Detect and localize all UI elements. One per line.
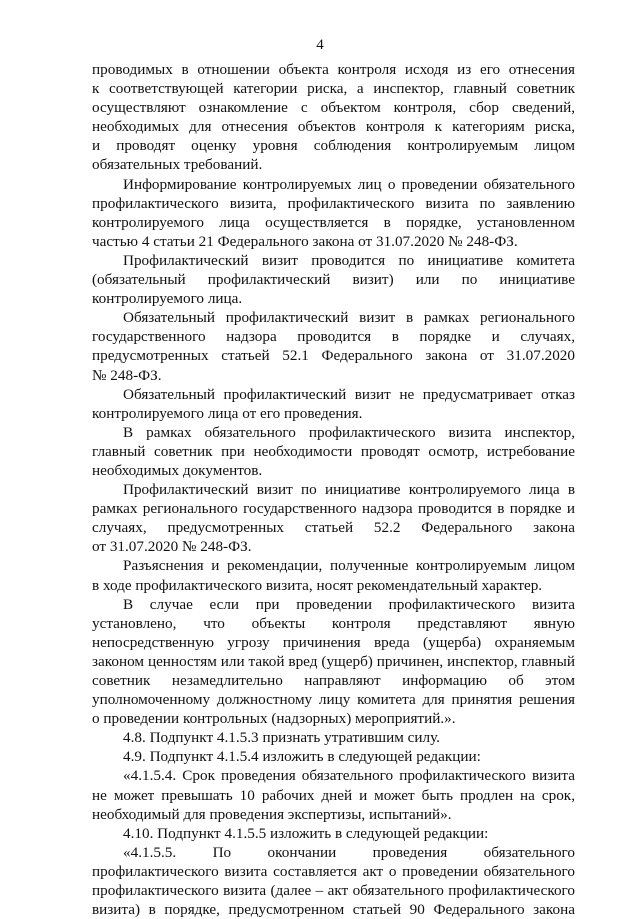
text-line: профилактического визита (далее – акт обязательного профилактического (92, 882, 575, 900)
text-line: проводимых в отношении объекта контроля исходя из его отнесения (92, 61, 575, 78)
text-line: рамках регионального государственного надзора проводится в порядке и (92, 500, 575, 518)
text-line: частью 4 статьи 21 Федерального закона от 31.07.2020 № 248-ФЗ. (92, 232, 518, 250)
text-line: уполномоченному должностному лицу комитета для принятия решения (92, 691, 575, 709)
text-line: контролируемого лица от его проведения. (92, 404, 363, 422)
text-line: контролируемого лица осуществляется в порядке, установленном (92, 213, 575, 231)
text-line: Информирование контролируемых лиц о проведении обязательного (123, 175, 575, 193)
text-line: «4.1.5.4. Срок проведения обязательного профилактического визита (123, 767, 575, 785)
text-line: профилактического визита составляется акт о проведении обязательного (92, 862, 575, 880)
text-line: от 31.07.2020 № 248-ФЗ. (92, 538, 252, 556)
text-line: профилактического визита, профилактического визита по заявлению (92, 194, 575, 212)
text-line: Разъяснения и рекомендации, полученные контролируемым лицом (123, 557, 575, 575)
text-line: государственного надзора проводится в порядке и случаях, (92, 328, 575, 346)
text-line: визита) в порядке, предусмотренном статьей 90 Федерального закона (92, 901, 575, 919)
text-line: непосредственную угрозу причинения вреда (ущерба) охраняемым (92, 633, 575, 651)
text-line: «4.1.5.5. По окончании проведения обязательного (123, 843, 575, 861)
text-line: Обязательный профилактический визит не предусматривает отказ (123, 385, 575, 403)
text-line: главный советник при необходимости проводят осмотр, истребование (92, 442, 575, 460)
text-line: (обязательный профилактический визит) или по инициативе (92, 271, 575, 289)
page-number: 4 (316, 37, 324, 53)
text-line: Профилактический визит проводится по инициативе комитета (123, 251, 575, 269)
text-line: о проведении контрольных (надзорных) мероприятий.». (92, 710, 456, 728)
text-line: законом ценностям или такой вред (ущерб) причинен, инспектор, главный (92, 652, 575, 670)
text-line: необходимых документов. (92, 461, 263, 479)
text-line: Обязательный профилактический визит в рамках регионального (123, 309, 575, 327)
text-line: предусмотренных статьей 52.1 Федерального закона от 31.07.2020 (92, 347, 575, 365)
text-line: к соответствующей категории риска, а инспектор, главный советник (92, 80, 575, 98)
text-line: В рамках обязательного профилактического визита инспектор, (123, 423, 575, 441)
document-body (92, 60, 575, 919)
text-line: обязательных требований. (92, 156, 263, 174)
text-line: необходимых для отнесения объектов контроля к категориям риска, (92, 118, 575, 136)
text-line: Профилактический визит по инициативе контролируемого лица в (123, 481, 575, 499)
text-line: осуществляют ознакомление с объектом контроля, сбор сведений, (92, 99, 575, 117)
text-line: необходимый для проведения экспертизы, испытаний». (92, 805, 452, 823)
text-line: случаях, предусмотренных статьей 52.2 Федерального закона (92, 519, 575, 537)
text-line: В случае если при проведении профилактического визита (123, 595, 575, 613)
text-line: в ходе профилактического визита, носят рекомендательный характер. (92, 576, 543, 594)
text-line: контролируемого лица. (92, 290, 243, 308)
text-line: и проводят оценку уровня соблюдения контролируемым лицом (92, 137, 575, 155)
text-line: советник незамедлительно направляют информацию об этом (92, 672, 575, 689)
text-line: не может превышать 10 рабочих дней и может быть продлен на срок, (92, 786, 575, 804)
text-line: 4.10. Подпункт 4.1.5.5 изложить в следующей редакции: (123, 824, 489, 842)
text-line: 4.9. Подпункт 4.1.5.4 изложить в следующей редакции: (123, 748, 481, 766)
text-line: 4.8. Подпункт 4.1.5.3 признать утратившим силу. (123, 729, 440, 747)
text-line: № 248-ФЗ. (92, 366, 162, 384)
text-line: установлено, что объекты контроля представляют явную (92, 614, 575, 632)
